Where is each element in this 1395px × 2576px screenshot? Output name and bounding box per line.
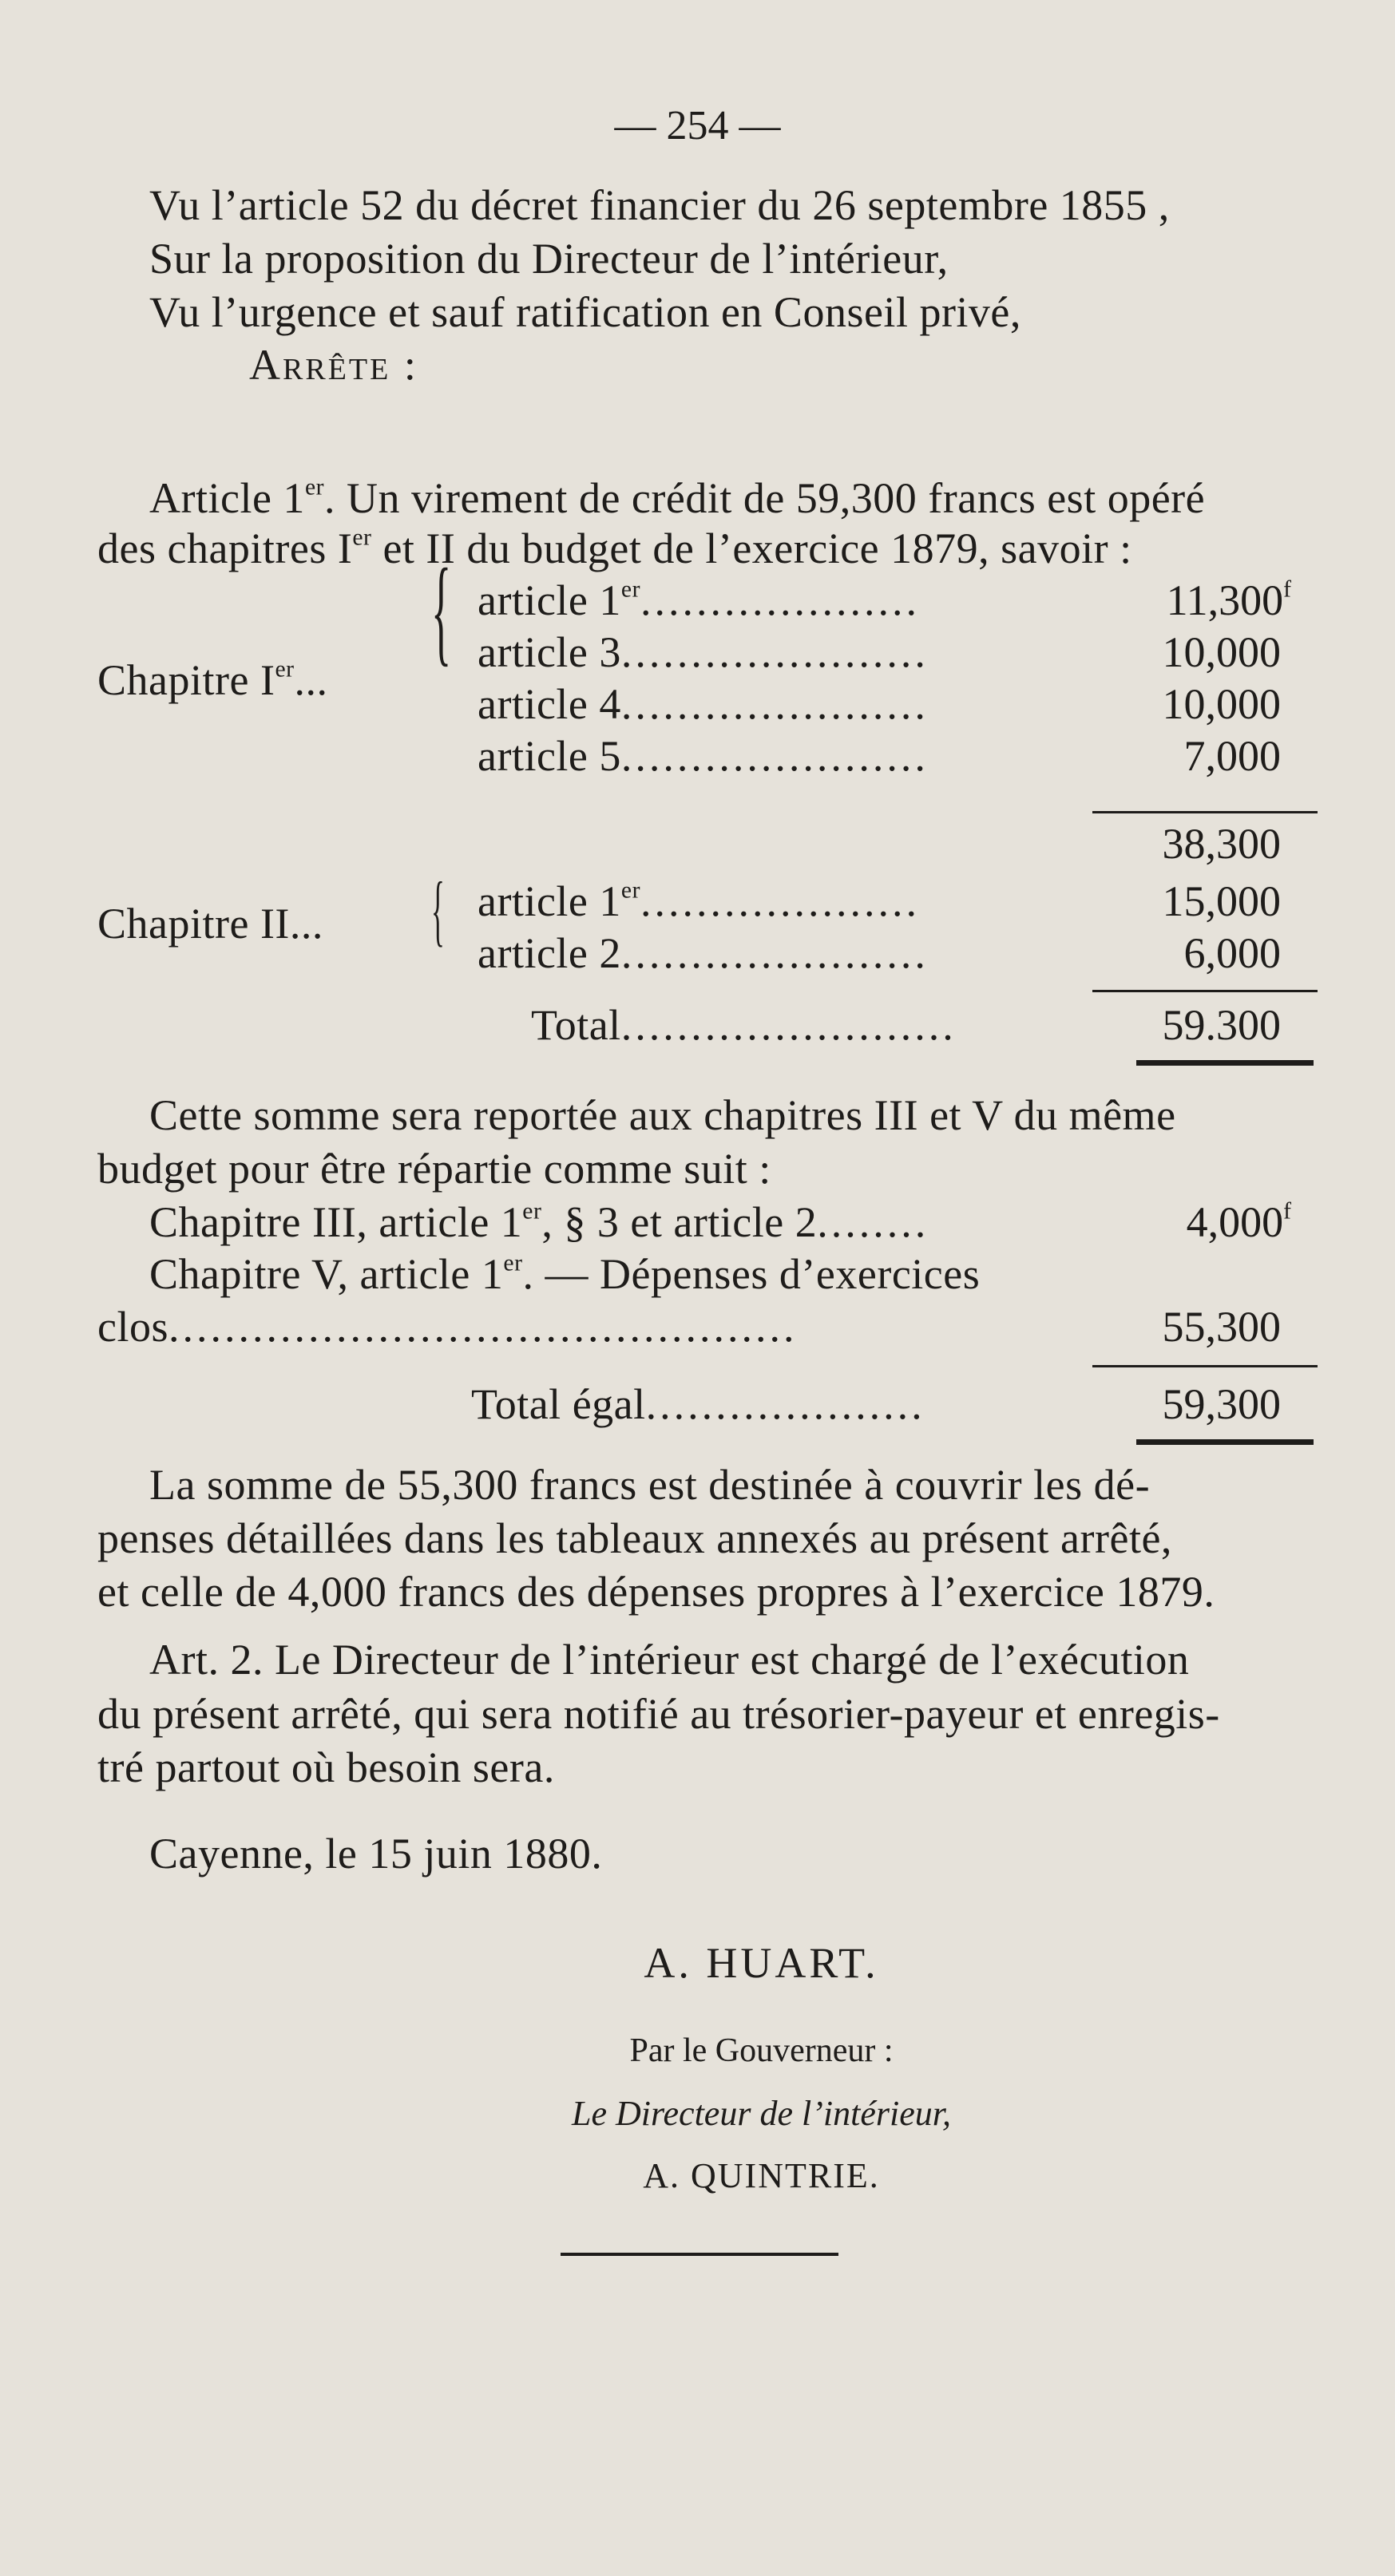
chapitre1-subtotal: 38,300 [1162, 820, 1281, 868]
closing-rule [561, 2253, 838, 2256]
chapitre1-row-3-amount: 10,000 [1162, 680, 1281, 728]
chapitre2-row-2-amount: 6,000 [1183, 929, 1281, 977]
report-total-rule [1092, 1365, 1318, 1367]
quintrie-name: A. QUINTRIE. [643, 2156, 880, 2195]
subtotal-rule [1092, 811, 1318, 813]
page-number: — 254 — [614, 103, 781, 148]
article1-line-1: Article 1er. Un virement de crédit de 59,300 francs est opéré [149, 474, 1206, 522]
chapitre2-row-1-label: article 1er.................... [478, 877, 920, 925]
chapitre2-row-2-label: article 2...................... [478, 929, 929, 977]
report-total-amount: 59,300 [1162, 1380, 1281, 1428]
report-row-2-label: Chapitre V, article 1er. — Dépenses d’exercices [149, 1250, 981, 1298]
chapitre1-row-4-label: article 5...................... [478, 732, 929, 780]
par-le-gouverneur: Par le Gouverneur : [629, 2032, 894, 2069]
art2-line-3: tré partout où besoin sera. [97, 1743, 555, 1791]
total1-label: Total........................ [531, 1001, 957, 1049]
signatory-name: A. HUART. [644, 1939, 879, 1987]
report-row-3-label: clos............................................. [97, 1303, 798, 1351]
chapitre1-brace: { [431, 544, 452, 677]
arrete-heading: Arrête : [249, 341, 418, 389]
place-date: Cayenne, le 15 juin 1880. [149, 1830, 603, 1878]
chapitre2-row-1-amount: 15,000 [1162, 877, 1281, 925]
chapitre1-row-1-label: article 1er.................... [478, 576, 920, 624]
chapitre1-row-3-label: article 4...................... [478, 680, 929, 728]
chapitre2-brace: { [431, 865, 445, 954]
report-row-1-label: Chapitre III, article 1er, § 3 et article 2........ [149, 1198, 929, 1246]
para2-line-1: La somme de 55,300 francs est destinée à couvrir les dé- [149, 1461, 1151, 1509]
chapitre1-row-2-amount: 10,000 [1162, 628, 1281, 676]
article1-line-2: des chapitres Ier et II du budget de l’exercice 1879, savoir : [97, 524, 1132, 572]
total1-amount: 59.300 [1162, 1001, 1281, 1049]
report-total-double-rule [1136, 1439, 1314, 1445]
art2-line-1: Art. 2. Le Directeur de l’intérieur est chargé de l’exécution [149, 1636, 1190, 1684]
directeur-title: Le Directeur de l’intérieur, [572, 2094, 951, 2133]
total1-double-rule [1136, 1060, 1314, 1066]
report-line-1: Cette somme sera reportée aux chapitres III et V du même [149, 1091, 1176, 1139]
report-total-label: Total égal.................... [471, 1380, 925, 1428]
report-line-2: budget pour être répartie comme suit : [97, 1145, 771, 1193]
chapitre1-row-4-amount: 7,000 [1183, 732, 1281, 780]
chapitre1-row-1-amount: 11,300$^f$ [1166, 576, 1291, 624]
chapitre2-label: Chapitre II... [97, 900, 323, 948]
report-row-1-amount: 4,000$^f$ [1186, 1198, 1291, 1246]
intro-line-2: Sur la proposition du Directeur de l’intérieur, [149, 235, 949, 283]
report-row-3-amount: 55,300 [1162, 1303, 1281, 1351]
total-rule [1092, 990, 1318, 992]
intro-line-3: Vu l’urgence et sauf ratification en Conseil privé, [149, 288, 1021, 336]
para2-line-2: penses détaillées dans les tableaux annexés au présent arrêté, [97, 1514, 1172, 1562]
art2-line-2: du présent arrêté, qui sera notifié au trésorier-payeur et enregis- [97, 1690, 1220, 1738]
intro-line-1: Vu l’article 52 du décret financier du 26 septembre 1855 , [149, 181, 1170, 229]
chapitre1-row-2-label: article 3...................... [478, 628, 929, 676]
para2-line-3: et celle de 4,000 francs des dépenses propres à l’exercice 1879. [97, 1568, 1215, 1616]
chapitre1-label: Chapitre Ier... [97, 656, 328, 704]
